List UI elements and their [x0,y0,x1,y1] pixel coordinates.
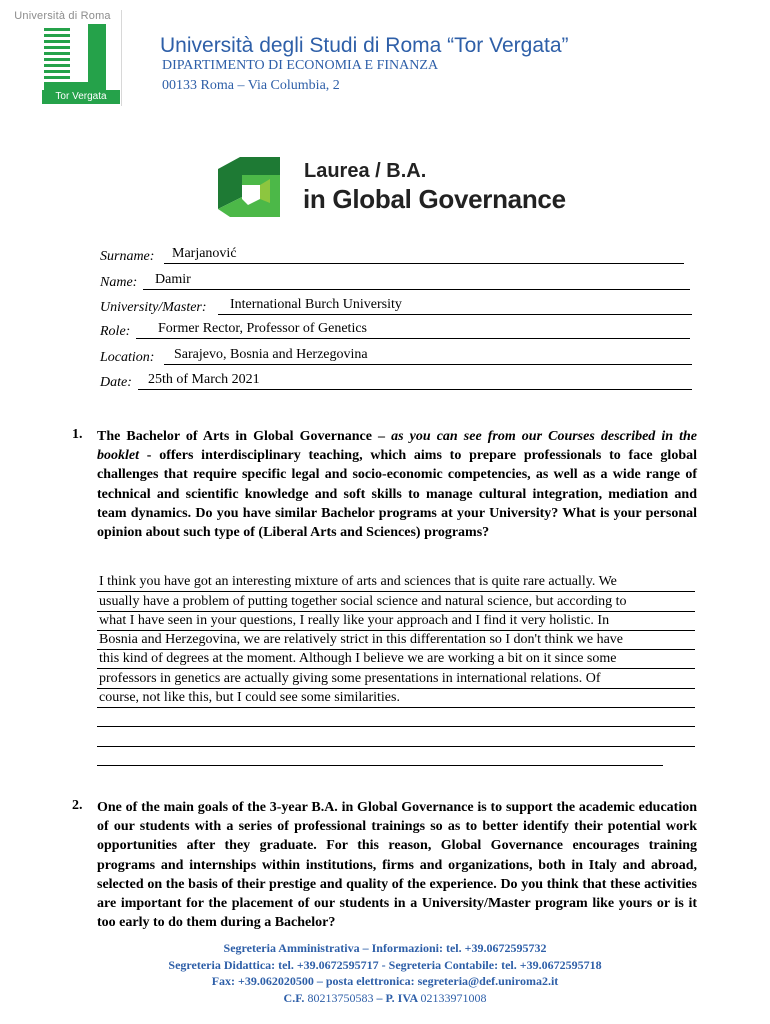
university-master-field [100,296,692,316]
footer-iva-value: 02133971008 [420,990,487,1005]
answer-line [97,727,695,746]
question-2-number: 2. [72,798,83,813]
programme-title-line1: Laurea / B.A. [304,160,427,182]
question-1-text-part1: The Bachelor of Arts in Global Governance – [97,429,392,444]
answer-line-text: this kind of degrees at the moment. Although I believe we are working a bit on it since some [99,651,617,667]
answer-line-text: what I have seen in your questions, I really like your approach and I find it very holistic. In [99,612,610,628]
question-2-text: One of the main goals of the 3-year B.A. in Global Governance is to support the academic education of our students with a series of professional trainings so as to better identify their potential work opportunities after they graduate. For this reason, Global Governance encourages training programs and internships within institutions, firms and organizations, both in Italy and abroad, selected on the basis of their prestige and quality of the experience. Do you think that these activities are important for the placement of our students in a University/Master program like yours or is it too early to do them during a Bachelor? [97,800,697,931]
date-field [100,371,692,391]
footer-cf-value: 80213750583 [307,990,374,1005]
global-governance-logo-icon [218,157,280,217]
footer-teaching-office: Segreteria Didattica: tel. +39.0672595717 - Segreteria Contabile: tel. +39.0672595718 [168,957,602,972]
surname-underline [164,263,684,264]
question-1-text [97,427,697,542]
question-1-text-part2: - offers interdisciplinary teaching, which aims to prepare professionals to face global challenges that require specific legal and socio-economic competencies, as well as a wide range of technical and scientific knowledge and soft skills to manage cultural integration, mediation and team dynamics. Do you have similar Bachelor programs at your University? What is your personal opinion about such type of (Liberal Arts and Sciences) programs? [97,448,697,541]
answer-line [97,689,695,708]
department-address: 00133 Roma – Via Columbia, 2 [162,78,340,93]
surname-label: Surname: [100,249,155,264]
university-title: Università degli Studi di Roma “Tor Vergata” [160,34,569,57]
footer-administrative-office: Segreteria Amministrativa – Informazioni: tel. +39.0672595732 [223,941,547,955]
logo-divider [121,10,122,106]
location-value[interactable]: Sarajevo, Bosnia and Herzegovina [174,347,368,362]
name-underline [143,289,690,290]
answer-line-text: I think you have got an interesting mixture of arts and sciences that is quite rare actually. We [99,574,617,590]
answer-line [97,708,695,727]
role-underline [136,338,690,339]
answer-line [97,573,695,592]
footer-contacts [0,940,770,1006]
answer-line [97,747,663,766]
university-master-underline [218,314,692,315]
answer-line-text: usually have a problem of putting together social science and natural science, but according to [99,593,627,609]
answer-line-text: Bosnia and Herzegovina, we are relatively strict in this differentation so I don't think we have [99,632,623,648]
question-1-text-italic: as you can see from our Courses described in the booklet [97,429,698,464]
footer-fax-email: Fax: +39.062020500 – posta elettronica: segreteria@def.uniroma2.it [211,974,559,988]
question-1-number: 1. [72,427,83,442]
programme-title-line2: in Global Governance [303,184,566,214]
university-master-value[interactable]: International Burch University [230,297,402,312]
date-label: Date: [100,375,132,390]
role-label: Role: [100,324,131,339]
answer-line-text: course, not like this, but I could see some similarities. [99,690,400,706]
university-master-label: University/Master: [100,300,207,315]
answer-line [97,650,695,669]
name-field [100,271,692,291]
answer-line [97,631,695,650]
university-logo [2,0,123,107]
footer-tax-ids [0,990,770,1007]
answer-line [97,592,695,611]
role-field [100,320,692,340]
footer-iva-label: – P. IVA [376,990,418,1005]
answer-line [97,669,695,688]
date-underline [138,389,692,390]
answer-line-text: professors in genetics are actually giving some presentations in international relations. Of [99,670,601,686]
footer-cf-label: C.F. [283,990,305,1005]
surname-value[interactable]: Marjanović [172,246,237,261]
name-value[interactable]: Damir [155,272,191,287]
location-underline [164,364,692,365]
name-label: Name: [100,275,138,290]
location-label: Location: [100,350,155,365]
logo-university-name: Università di Roma [14,10,111,22]
surname-field [100,245,692,265]
role-value[interactable]: Former Rector, Professor of Genetics [158,321,367,336]
question-1-answer[interactable] [97,573,695,766]
logo-city-label: Tor Vergata [42,90,120,104]
answer-line [97,612,695,631]
location-field [100,346,692,366]
university-u-emblem-icon [2,0,122,100]
date-value[interactable]: 25th of March 2021 [148,372,260,387]
department-name: DIPARTIMENTO DI ECONOMIA E FINANZA [162,58,439,73]
